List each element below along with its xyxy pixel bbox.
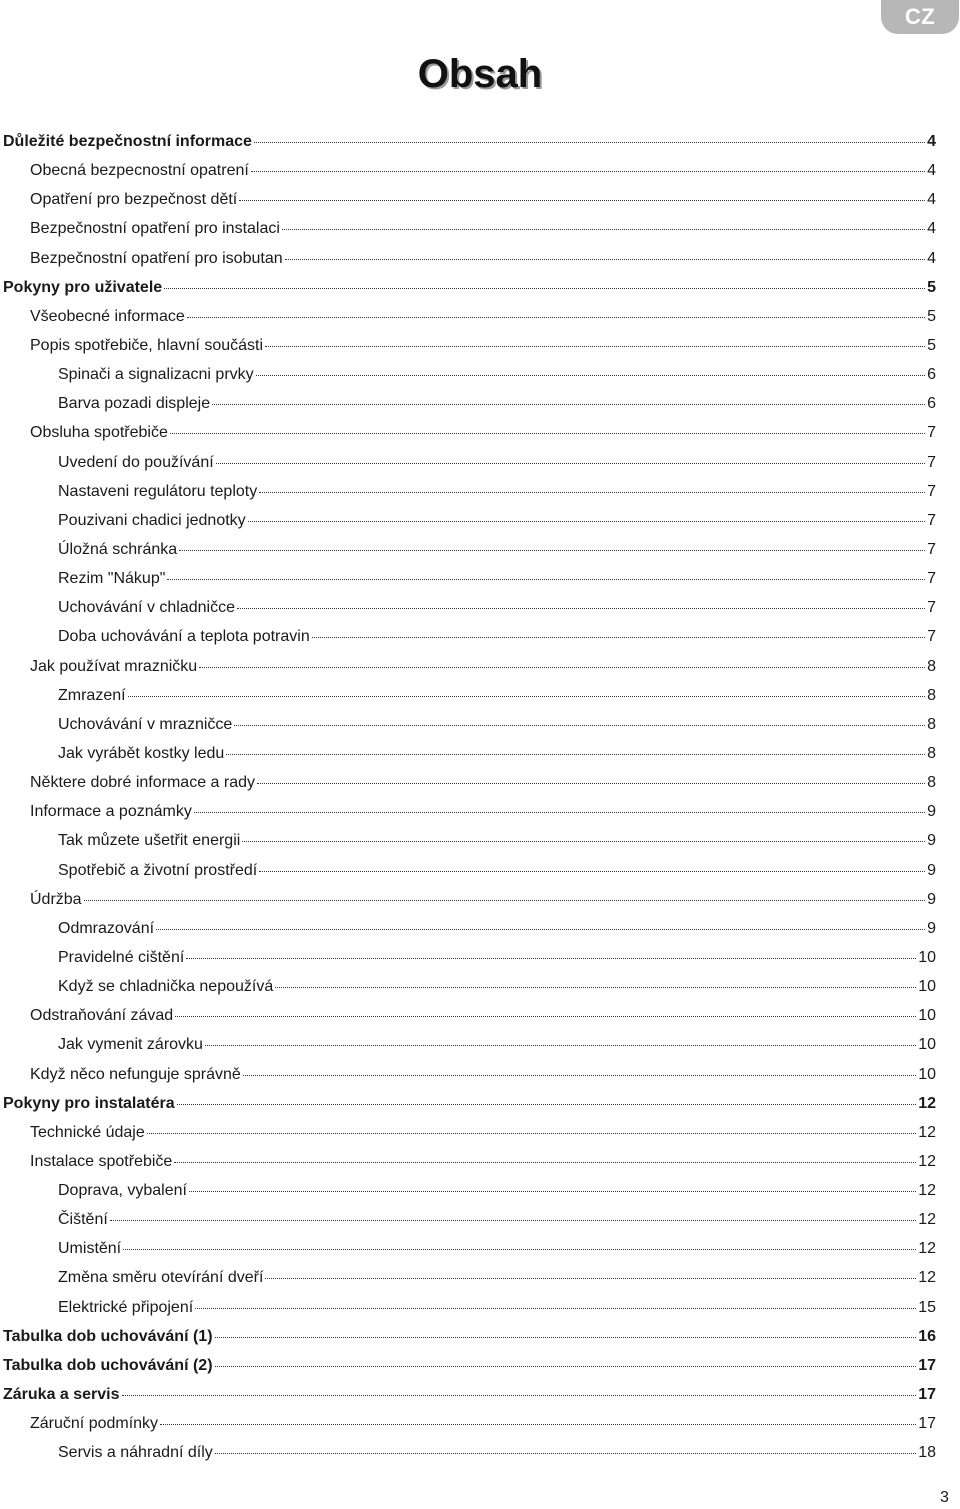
toc-entry-page: 12 bbox=[918, 1152, 936, 1170]
toc-entry[interactable] bbox=[0, 885, 936, 914]
toc-entry-label: Když něco nefunguje správně bbox=[30, 1065, 241, 1083]
toc-entry[interactable] bbox=[0, 418, 936, 447]
toc-entry[interactable] bbox=[0, 244, 936, 273]
toc-entry-page: 8 bbox=[927, 715, 936, 733]
toc-entry-page: 12 bbox=[918, 1182, 936, 1200]
dot-leader bbox=[239, 199, 925, 201]
toc-entry[interactable] bbox=[0, 1205, 936, 1234]
toc-entry[interactable] bbox=[0, 622, 936, 651]
toc-entry[interactable] bbox=[0, 593, 936, 622]
toc-entry[interactable] bbox=[0, 185, 936, 214]
toc-entry-page: 4 bbox=[927, 191, 936, 209]
toc-entry[interactable] bbox=[0, 943, 936, 972]
toc-entry-label: Instalace spotřebiče bbox=[30, 1152, 173, 1170]
toc-entry[interactable] bbox=[0, 214, 936, 243]
toc-entry-label: Elektrické připojení bbox=[58, 1298, 194, 1316]
dot-leader bbox=[186, 957, 916, 959]
toc-entry-page: 8 bbox=[927, 774, 936, 792]
toc-entry[interactable] bbox=[0, 273, 936, 302]
toc-entry-label: Odstraňování závad bbox=[30, 1007, 174, 1025]
toc-entry-page: 16 bbox=[918, 1327, 936, 1345]
toc-entry-label: Umistění bbox=[58, 1240, 122, 1258]
dot-leader bbox=[265, 1277, 916, 1279]
dot-leader bbox=[122, 1394, 917, 1396]
dot-leader bbox=[215, 1365, 917, 1367]
toc-entry-label: Čištění bbox=[58, 1211, 108, 1229]
toc-entry-page: 9 bbox=[927, 861, 936, 879]
dot-leader bbox=[215, 1452, 916, 1454]
toc-entry-label: Některe dobré informace a rady bbox=[30, 774, 255, 792]
toc-entry-label: Spotřebič a životní prostředí bbox=[58, 861, 258, 879]
toc-entry-label: Bezpečnostní opatření pro isobutan bbox=[30, 249, 283, 267]
dot-leader bbox=[242, 840, 925, 842]
toc-entry-label: Popis spotřebiče, hlavní součásti bbox=[30, 336, 264, 354]
toc-entry-page: 5 bbox=[927, 307, 936, 325]
toc-entry-label: Jak vymenit zárovku bbox=[58, 1036, 203, 1054]
toc-entry[interactable] bbox=[0, 797, 936, 826]
dot-leader bbox=[282, 228, 925, 230]
dot-leader bbox=[195, 1307, 916, 1309]
dot-leader bbox=[226, 753, 925, 755]
dot-leader bbox=[170, 432, 925, 434]
toc-entry-page: 6 bbox=[927, 366, 936, 384]
dot-leader bbox=[128, 695, 926, 697]
toc-entry-label: Úložná schránka bbox=[58, 540, 178, 558]
toc-entry-label: Barva pozadi displeje bbox=[58, 395, 211, 413]
toc-entry-label: Pravidelné cištění bbox=[58, 948, 185, 966]
toc-entry-page: 8 bbox=[927, 686, 936, 704]
toc-entry-label: Pouzivani chadici jednotky bbox=[58, 511, 246, 529]
toc-entry[interactable] bbox=[0, 302, 936, 331]
toc-entry[interactable] bbox=[0, 1234, 936, 1263]
dot-leader bbox=[199, 666, 925, 668]
dot-leader bbox=[251, 170, 925, 172]
toc-entry[interactable] bbox=[0, 856, 936, 885]
toc-entry-label: Údržba bbox=[30, 890, 82, 908]
dot-leader bbox=[285, 258, 925, 260]
toc-entry[interactable] bbox=[0, 127, 936, 156]
toc-entry-page: 7 bbox=[927, 482, 936, 500]
toc-entry-page: 7 bbox=[927, 628, 936, 646]
toc-entry-page: 7 bbox=[927, 511, 936, 529]
toc-entry[interactable] bbox=[0, 1176, 936, 1205]
dot-leader bbox=[254, 141, 925, 143]
toc-entry-label: Odmrazování bbox=[58, 919, 155, 937]
toc-entry-page: 8 bbox=[927, 744, 936, 762]
dot-leader bbox=[179, 549, 925, 551]
toc-entry-label: Pokyny pro uživatele bbox=[3, 278, 163, 296]
dot-leader bbox=[216, 462, 925, 464]
toc-entry-page: 10 bbox=[918, 1007, 936, 1025]
toc-entry-label: Jak vyrábět kostky ledu bbox=[58, 744, 225, 762]
dot-leader bbox=[257, 782, 925, 784]
toc-entry-label: Nastaveni regulátoru teploty bbox=[58, 482, 258, 500]
dot-leader bbox=[205, 1044, 916, 1046]
toc-entry-label: Tak můzete ušetřit energii bbox=[58, 832, 241, 850]
toc-entry-page: 9 bbox=[927, 919, 936, 937]
dot-leader bbox=[160, 1423, 916, 1425]
dot-leader bbox=[164, 287, 925, 289]
toc-entry-page: 5 bbox=[927, 336, 936, 354]
toc-entry-page: 12 bbox=[918, 1269, 936, 1287]
dot-leader bbox=[174, 1161, 916, 1163]
toc-entry[interactable] bbox=[0, 1438, 936, 1467]
toc-entry-label: Jak používat mrazničku bbox=[30, 657, 198, 675]
dot-leader bbox=[175, 1015, 916, 1017]
toc-entry-label: Servis a náhradní díly bbox=[58, 1444, 213, 1462]
toc-entry-page: 10 bbox=[918, 948, 936, 966]
toc-entry-label: Zmrazení bbox=[58, 686, 126, 704]
dot-leader bbox=[259, 870, 925, 872]
toc-entry-page: 7 bbox=[927, 453, 936, 471]
toc-entry-label: Obecná bezpecnostní opatrení bbox=[30, 162, 249, 180]
toc-entry[interactable] bbox=[0, 506, 936, 535]
dot-leader bbox=[256, 374, 925, 376]
dot-leader bbox=[187, 316, 925, 318]
toc-entry[interactable] bbox=[0, 768, 936, 797]
toc-entry[interactable] bbox=[0, 1147, 936, 1176]
toc-entry-label: Doba uchovávání a teplota potravin bbox=[58, 628, 310, 646]
toc-entry-label: Změna směru otevírání dveří bbox=[58, 1269, 264, 1287]
toc-entry[interactable] bbox=[0, 681, 936, 710]
toc-entry-page: 12 bbox=[918, 1094, 936, 1112]
toc-entry[interactable] bbox=[0, 710, 936, 739]
toc-entry-label: Uchovávání v mrazničce bbox=[58, 715, 233, 733]
dot-leader bbox=[194, 811, 925, 813]
dot-leader bbox=[265, 345, 925, 347]
toc-entry[interactable] bbox=[0, 972, 936, 1001]
dot-leader bbox=[110, 1219, 916, 1221]
toc-entry[interactable] bbox=[0, 1263, 936, 1292]
dot-leader bbox=[259, 491, 925, 493]
toc-entry-page: 7 bbox=[927, 424, 936, 442]
dot-leader bbox=[248, 520, 925, 522]
toc-entry-page: 8 bbox=[927, 657, 936, 675]
dot-leader bbox=[212, 403, 925, 405]
toc-entry-label: Uchovávání v chladničce bbox=[58, 599, 235, 617]
page-number: 3 bbox=[940, 1489, 949, 1506]
toc-entry[interactable] bbox=[0, 448, 936, 477]
toc-entry-label: Informace a poznámky bbox=[30, 803, 192, 821]
toc-entry[interactable] bbox=[0, 739, 936, 768]
toc-entry-label: Rezim "Nákup" bbox=[58, 570, 166, 588]
toc-entry-page: 17 bbox=[918, 1415, 936, 1433]
toc-entry[interactable] bbox=[0, 1351, 936, 1380]
toc-entry-label: Důležité bezpečnostní informace bbox=[3, 133, 252, 150]
toc-entry-page: 4 bbox=[927, 249, 936, 267]
toc-entry-label: Záruka a servis bbox=[3, 1386, 120, 1404]
dot-leader bbox=[167, 578, 925, 580]
toc-entry-page: 4 bbox=[927, 162, 936, 180]
toc-entry[interactable] bbox=[0, 914, 936, 943]
toc-entry-label: Obsluha spotřebiče bbox=[30, 424, 168, 442]
toc-entry-label: Opatření pro bezpečnost dětí bbox=[30, 191, 238, 209]
toc-entry-label: Uvedení do používání bbox=[58, 453, 214, 471]
dot-leader bbox=[189, 1190, 916, 1192]
dot-leader bbox=[177, 1103, 917, 1105]
toc-entry[interactable] bbox=[0, 477, 936, 506]
toc-entry-page: 9 bbox=[927, 832, 936, 850]
toc-entry-page: 10 bbox=[918, 1065, 936, 1083]
toc-entry-page: 5 bbox=[927, 278, 936, 296]
toc-entry-page: 7 bbox=[927, 540, 936, 558]
toc-entry[interactable] bbox=[0, 1409, 936, 1438]
dot-leader bbox=[275, 986, 916, 988]
toc-entry[interactable] bbox=[0, 331, 936, 360]
toc-entry-page: 4 bbox=[927, 133, 936, 150]
toc-entry-page: 18 bbox=[918, 1444, 936, 1462]
toc-entry[interactable] bbox=[0, 652, 936, 681]
toc-entry-page: 10 bbox=[918, 978, 936, 996]
toc-entry-label: Spinači a signalizacni prvky bbox=[58, 366, 254, 384]
dot-leader bbox=[84, 899, 926, 901]
toc-entry-label: Když se chladnička nepoužívá bbox=[58, 978, 274, 996]
toc-entry-page: 9 bbox=[927, 803, 936, 821]
toc-entry-label: Všeobecné informace bbox=[30, 307, 185, 325]
toc-entry-label: Doprava, vybalení bbox=[58, 1182, 187, 1200]
dot-leader bbox=[234, 724, 925, 726]
toc-entry[interactable] bbox=[0, 564, 936, 593]
page-title: Obsah bbox=[417, 52, 543, 96]
toc-entry-page: 7 bbox=[927, 599, 936, 617]
toc-entry-page: 17 bbox=[918, 1386, 936, 1404]
toc-entry-page: 7 bbox=[927, 570, 936, 588]
table-of-contents bbox=[0, 127, 936, 1467]
toc-entry-label: Tabulka dob uchovávání (1) bbox=[3, 1327, 213, 1345]
toc-entry[interactable] bbox=[0, 826, 936, 855]
dot-leader bbox=[312, 636, 925, 638]
toc-entry-page: 12 bbox=[918, 1240, 936, 1258]
toc-entry-label: Technické údaje bbox=[30, 1123, 145, 1141]
toc-entry-label: Pokyny pro instalatéra bbox=[3, 1094, 175, 1112]
toc-entry-page: 9 bbox=[927, 890, 936, 908]
dot-leader bbox=[147, 1132, 916, 1134]
dot-leader bbox=[123, 1248, 916, 1250]
dot-leader bbox=[215, 1336, 917, 1338]
toc-entry-page: 4 bbox=[927, 220, 936, 238]
toc-entry-page: 17 bbox=[918, 1356, 936, 1374]
toc-entry-label: Bezpečnostní opatření pro instalaci bbox=[30, 220, 280, 238]
toc-entry[interactable] bbox=[0, 1060, 936, 1089]
toc-entry[interactable] bbox=[0, 1089, 936, 1118]
language-badge: CZ bbox=[881, 0, 959, 34]
toc-entry[interactable] bbox=[0, 535, 936, 564]
toc-entry[interactable] bbox=[0, 1322, 936, 1351]
toc-entry[interactable] bbox=[0, 1030, 936, 1059]
toc-entry-page: 12 bbox=[918, 1211, 936, 1229]
toc-entry-label: Tabulka dob uchovávání (2) bbox=[3, 1356, 213, 1374]
toc-entry[interactable] bbox=[0, 389, 936, 418]
toc-entry-page: 6 bbox=[927, 395, 936, 413]
toc-entry-label: Záruční podmínky bbox=[30, 1415, 159, 1433]
toc-entry[interactable] bbox=[0, 1118, 936, 1147]
toc-entry-page: 12 bbox=[918, 1123, 936, 1141]
dot-leader bbox=[237, 607, 925, 609]
dot-leader bbox=[243, 1074, 916, 1076]
dot-leader bbox=[156, 928, 925, 930]
toc-entry[interactable] bbox=[0, 360, 936, 389]
toc-entry[interactable] bbox=[0, 156, 936, 185]
toc-entry[interactable] bbox=[0, 1293, 936, 1322]
toc-entry[interactable] bbox=[0, 1380, 936, 1409]
toc-entry-page: 10 bbox=[918, 1036, 936, 1054]
toc-entry[interactable] bbox=[0, 1001, 936, 1030]
toc-entry-page: 15 bbox=[918, 1298, 936, 1316]
